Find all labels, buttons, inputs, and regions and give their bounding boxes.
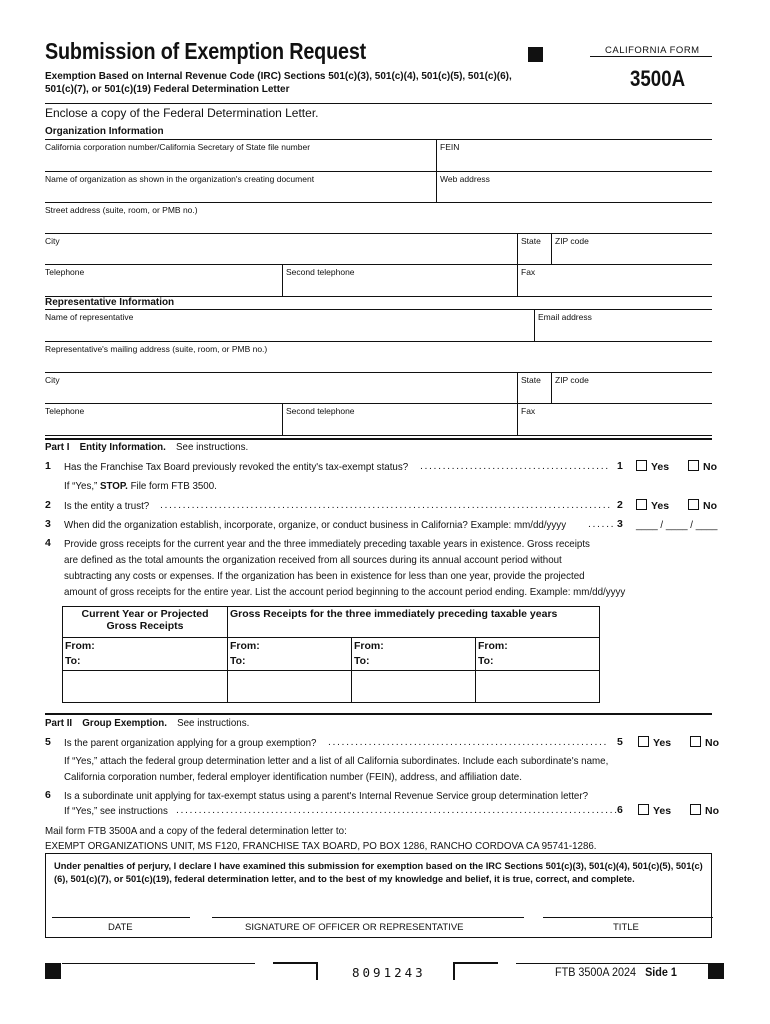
divider [551, 372, 552, 403]
checkbox-icon [636, 460, 647, 471]
q4-text-line4: amount of gross receipts for the entire year. List the account period beginning to the account period ending. Example: mm/dd/yyyy [64, 586, 626, 598]
receipts-amount-cell[interactable] [63, 671, 228, 703]
q4-text-line2: are defined as the total amounts the organization received from all sources during its annual account period without [64, 554, 562, 566]
header-divider [45, 103, 712, 104]
q1-line-number: 1 [617, 460, 623, 472]
receipts-cell[interactable]: From: To: [63, 638, 228, 671]
q5-yes-checkbox[interactable] [638, 736, 671, 749]
q5-text: Is the parent organization applying for a group exemption? [64, 737, 317, 749]
current-year-header: Current Year or Projected Gross Receipts [63, 607, 228, 638]
form-number: 3500A [630, 66, 686, 91]
telephone-label: Telephone [45, 267, 85, 277]
q2-no-label: No [703, 500, 717, 512]
q3-text: When did the organization establish, incorporate, organize, or conduct business in California? Example: mm/dd/yyyy [64, 519, 567, 531]
rep-city-label: City [45, 375, 60, 385]
q6-leader: .................................................................................................. [176, 804, 619, 816]
divider [436, 139, 437, 171]
q1-yes-checkbox[interactable] [636, 460, 669, 473]
checkbox-icon [690, 804, 701, 815]
title-line[interactable] [543, 917, 713, 918]
receipts-amount-cell[interactable] [476, 671, 600, 703]
preceding-years-header: Gross Receipts for the three immediately preceding taxable years [228, 607, 600, 638]
q1-no-label: No [703, 461, 717, 473]
q5-line-number: 5 [617, 736, 623, 748]
fein-label: FEIN [440, 142, 460, 152]
q3-line-number: 3 [617, 518, 623, 530]
part-divider [45, 713, 712, 715]
q6-line-number: 6 [617, 804, 623, 816]
q5-sub-line1: If “Yes,” attach the federal group determination letter and a list of all California subordinates. Include each subordinate's name, [64, 755, 609, 767]
q5-leader: .............................................................. [328, 736, 609, 748]
q1-leader: .......................................... [420, 460, 610, 472]
registration-mark-top [528, 47, 543, 62]
divider [534, 309, 535, 341]
footer-form-label: FTB 3500A 2024 Side 1 [555, 965, 677, 979]
divider [517, 233, 518, 264]
divider [45, 435, 712, 436]
title-label: TITLE [613, 922, 639, 933]
receipts-cell[interactable]: From: To: [228, 638, 352, 671]
divider [282, 403, 283, 435]
part2-title: Group Exemption. [82, 717, 167, 729]
city-label: City [45, 236, 60, 246]
checkbox-icon [690, 736, 701, 747]
divider [45, 171, 712, 172]
q2-number: 2 [45, 499, 51, 511]
org-name-label: Name of organization as shown in the organization's creating document [45, 174, 315, 184]
email-label: Email address [538, 312, 592, 322]
q3-number: 3 [45, 518, 51, 530]
divider [45, 403, 712, 404]
web-address-label: Web address [440, 174, 490, 184]
gross-receipts-table [62, 606, 600, 703]
checkbox-icon [688, 460, 699, 471]
form-subtitle: Exemption Based on Internal Revenue Code (IRC) Sections 501(c)(3), 501(c)(4), 501(c)(5), 501(c)(6), 501(c)(7), or 501(c)(19) Federal Determination Letter [45, 70, 512, 95]
california-form-label: CALIFORNIA FORM [605, 45, 700, 56]
second-telephone-label: Second telephone [286, 267, 355, 277]
signature-line[interactable] [212, 917, 524, 918]
part1-heading [45, 440, 248, 456]
q3-leader: ...... [588, 518, 616, 530]
enclose-note: Enclose a copy of the Federal Determination Letter. [45, 106, 319, 120]
rep-mailing-label: Representative's mailing address (suite, room, or PMB no.) [45, 344, 268, 354]
state-label: State [521, 236, 541, 246]
q5-no-label: No [705, 737, 719, 749]
q6-no-label: No [705, 805, 719, 817]
q2-yes-label: Yes [651, 500, 670, 512]
part2-label: Part II [45, 717, 73, 729]
checkbox-icon [636, 499, 647, 510]
divider [45, 233, 712, 234]
checkbox-icon [688, 499, 699, 510]
mail-instruction: Mail form FTB 3500A and a copy of the federal determination letter to: [45, 825, 347, 837]
divider [45, 264, 712, 265]
q1-sub-text: If “Yes,” STOP. File form FTB 3500. [64, 480, 217, 492]
header-rule [590, 56, 712, 57]
street-address-label: Street address (suite, room, or PMB no.) [45, 205, 198, 215]
q6-sub-text: If “Yes,” see instructions [64, 805, 168, 817]
divider [517, 403, 518, 435]
zip-label: ZIP code [555, 236, 589, 246]
part1-label: Part I [45, 441, 70, 453]
q2-yes-checkbox[interactable] [636, 499, 669, 512]
rep-telephone-label: Telephone [45, 406, 85, 416]
q2-line-number: 2 [617, 499, 623, 511]
scan-bracket-right [453, 962, 498, 964]
q3-date-field[interactable]: ____ / ____ / ____ [636, 519, 718, 531]
q5-sub-line2: California corporation number, federal employer identification number (FEIN), address, and affiliation date. [64, 771, 522, 783]
organization-heading: Organization Information [45, 125, 164, 137]
receipts-amount-cell[interactable] [228, 671, 352, 703]
q2-leader: .................................................................................................... [160, 499, 612, 511]
divider [45, 372, 712, 373]
part1-note: See instructions. [175, 441, 249, 453]
rep-fax-label: Fax [521, 406, 536, 416]
footer-rule [516, 963, 712, 964]
signature-label: SIGNATURE OF OFFICER OR REPRESENTATIVE [245, 922, 464, 933]
scan-bracket-left [316, 962, 318, 980]
q6-no-checkbox[interactable] [690, 804, 719, 817]
q6-yes-label: Yes [653, 805, 672, 817]
q1-text: Has the Franchise Tax Board previously revoked the entity's tax-exempt status? [64, 461, 409, 473]
page-side: Side 1 [645, 965, 677, 979]
divider [517, 372, 518, 403]
scan-bracket-left [273, 962, 318, 964]
q2-text: Is the entity a trust? [64, 500, 150, 512]
q1-number: 1 [45, 460, 51, 472]
receipts-cell[interactable]: From: To: [352, 638, 476, 671]
q2-no-checkbox[interactable] [688, 499, 717, 512]
barcode-number: 8091243 [352, 965, 426, 980]
form-title: Submission of Exemption Request [45, 38, 367, 64]
rep-name-label: Name of representative [45, 312, 134, 322]
part2-note: See instructions. [177, 717, 250, 729]
q4-text-line3: subtracting any costs or expenses. If the organization has been in existence for less than one year, provide the projected [64, 570, 585, 582]
registration-mark-bottom-left [45, 963, 61, 979]
rep-state-label: State [521, 375, 541, 385]
q5-no-checkbox[interactable] [690, 736, 719, 749]
receipts-amount-cell[interactable] [352, 671, 476, 703]
registration-mark-bottom-right [708, 963, 724, 979]
footer-rule [62, 963, 255, 964]
divider [45, 341, 712, 342]
q5-number: 5 [45, 736, 51, 748]
part2-heading [45, 716, 249, 732]
rep-zip-label: ZIP code [555, 375, 589, 385]
divider [282, 264, 283, 296]
divider [45, 139, 712, 140]
q5-yes-label: Yes [653, 737, 672, 749]
q1-no-checkbox[interactable] [688, 460, 717, 473]
rep-second-telephone-label: Second telephone [286, 406, 355, 416]
divider [436, 171, 437, 202]
q1-yes-label: Yes [651, 461, 670, 473]
divider [517, 264, 518, 296]
checkbox-icon [638, 736, 649, 747]
divider [551, 233, 552, 264]
mail-address: EXEMPT ORGANIZATIONS UNIT, MS F120, FRANCHISE TAX BOARD, PO BOX 1286, RANCHO CORDOVA CA 95741-1286. [45, 840, 597, 852]
q4-text-line1: Provide gross receipts for the current year and the three immediately preceding taxable years in existence. Gross receipts [64, 538, 590, 550]
ca-corp-number-label: California corporation number/California Secretary of State file number [45, 142, 311, 152]
receipts-cell[interactable]: From: To: [476, 638, 600, 671]
q4-number: 4 [45, 537, 51, 549]
q6-text: Is a subordinate unit applying for tax-exempt status using a parent's Internal Revenue Service group determination letter? [64, 790, 589, 802]
part1-title: Entity Information. [79, 441, 166, 453]
date-line[interactable] [52, 917, 190, 918]
representative-heading: Representative Information [45, 296, 175, 308]
divider [45, 309, 712, 310]
q6-yes-checkbox[interactable] [638, 804, 671, 817]
declaration-text: Under penalties of perjury, I declare I have examined this submission for exemption based on the IRC Sections 501(c)(3), 501(c)(4), 501(c)(5), 501(c)(6), 501(c)(7), or 501(c)(19), federal determination letter, and to the best of my knowledge and belief, it is true, correct, and complete. [54, 861, 703, 884]
scan-bracket-right [453, 962, 455, 980]
checkbox-icon [638, 804, 649, 815]
fax-label: Fax [521, 267, 536, 277]
q6-number: 6 [45, 789, 51, 801]
date-label: DATE [108, 922, 133, 933]
divider [45, 202, 712, 203]
